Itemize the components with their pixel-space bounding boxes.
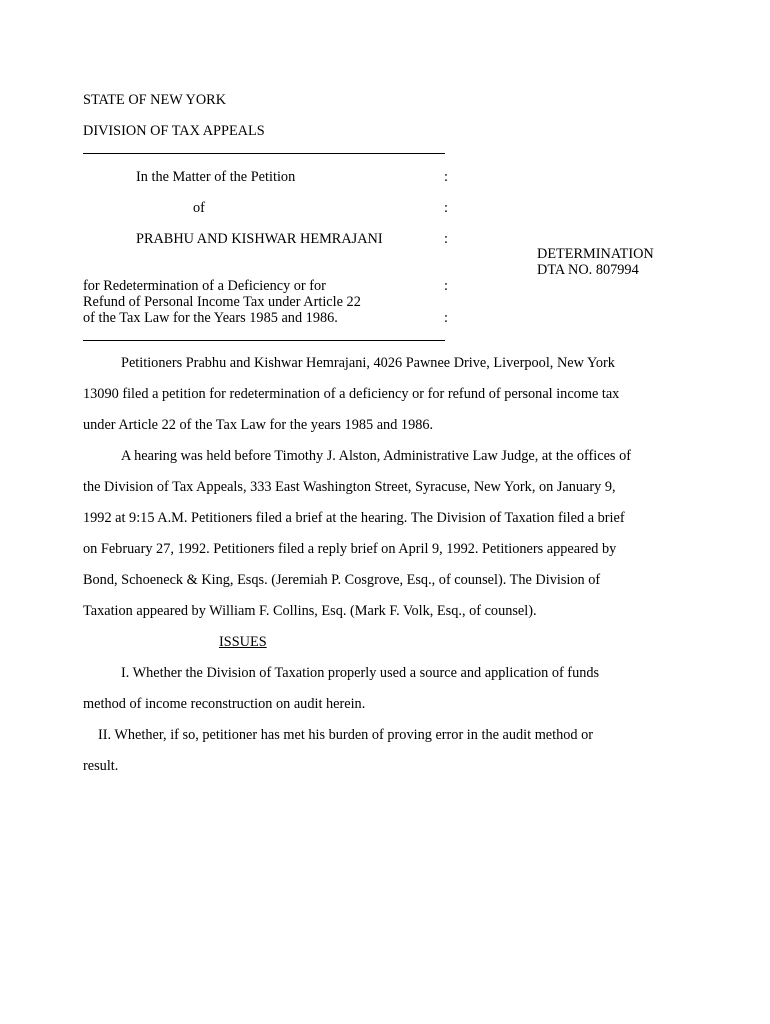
caption-of: of bbox=[193, 200, 205, 216]
caption-colon: : bbox=[444, 278, 448, 294]
caption-in-the-matter: In the Matter of the Petition bbox=[136, 169, 296, 185]
determination-title: DETERMINATION bbox=[537, 246, 654, 262]
paragraph-line: 1992 at 9:15 A.M. Petitioners filed a brief at the hearing. The Division of Taxation filed a brief bbox=[83, 510, 625, 526]
state-heading: STATE OF NEW YORK bbox=[83, 92, 227, 108]
caption-colon: : bbox=[444, 200, 448, 216]
determination-number: DTA NO. 807994 bbox=[537, 262, 639, 278]
paragraph-line: on February 27, 1992. Petitioners filed a reply brief on April 9, 1992. Petitioners appeared by bbox=[83, 541, 617, 557]
paragraph-line: under Article 22 of the Tax Law for the years 1985 and 1986. bbox=[83, 417, 434, 433]
caption-bottom-rule bbox=[83, 340, 445, 341]
paragraph-line: I. Whether the Division of Taxation properly used a source and application of funds bbox=[121, 665, 600, 681]
issues-heading: ISSUES bbox=[219, 634, 267, 650]
paragraph-line: II. Whether, if so, petitioner has met his burden of proving error in the audit method or bbox=[98, 727, 594, 743]
caption-for-line-2: Refund of Personal Income Tax under Article 22 bbox=[83, 294, 361, 310]
caption-top-rule bbox=[83, 153, 445, 154]
caption-colon: : bbox=[444, 231, 448, 247]
caption-for-line-1: for Redetermination of a Deficiency or for bbox=[83, 278, 326, 294]
paragraph-line: Taxation appeared by William F. Collins, Esq. (Mark F. Volk, Esq., of counsel). bbox=[83, 603, 537, 619]
paragraph-line: A hearing was held before Timothy J. Alston, Administrative Law Judge, at the offices of bbox=[121, 448, 631, 464]
caption-petitioners: PRABHU AND KISHWAR HEMRAJANI bbox=[136, 231, 383, 247]
caption-colon: : bbox=[444, 310, 448, 326]
paragraph-line: method of income reconstruction on audit herein. bbox=[83, 696, 366, 712]
division-heading: DIVISION OF TAX APPEALS bbox=[83, 123, 265, 139]
paragraph-line: result. bbox=[83, 758, 119, 774]
caption-colon: : bbox=[444, 169, 448, 185]
paragraph-line: Bond, Schoeneck & King, Esqs. (Jeremiah P. Cosgrove, Esq., of counsel). The Division of bbox=[83, 572, 601, 588]
paragraph-line: Petitioners Prabhu and Kishwar Hemrajani, 4026 Pawnee Drive, Liverpool, New York bbox=[121, 355, 615, 371]
paragraph-line: 13090 filed a petition for redetermination of a deficiency or for refund of personal income tax bbox=[83, 386, 620, 402]
caption-for-line-3: of the Tax Law for the Years 1985 and 1986. bbox=[83, 310, 338, 326]
paragraph-line: the Division of Tax Appeals, 333 East Washington Street, Syracuse, New York, on January 9, bbox=[83, 479, 616, 495]
